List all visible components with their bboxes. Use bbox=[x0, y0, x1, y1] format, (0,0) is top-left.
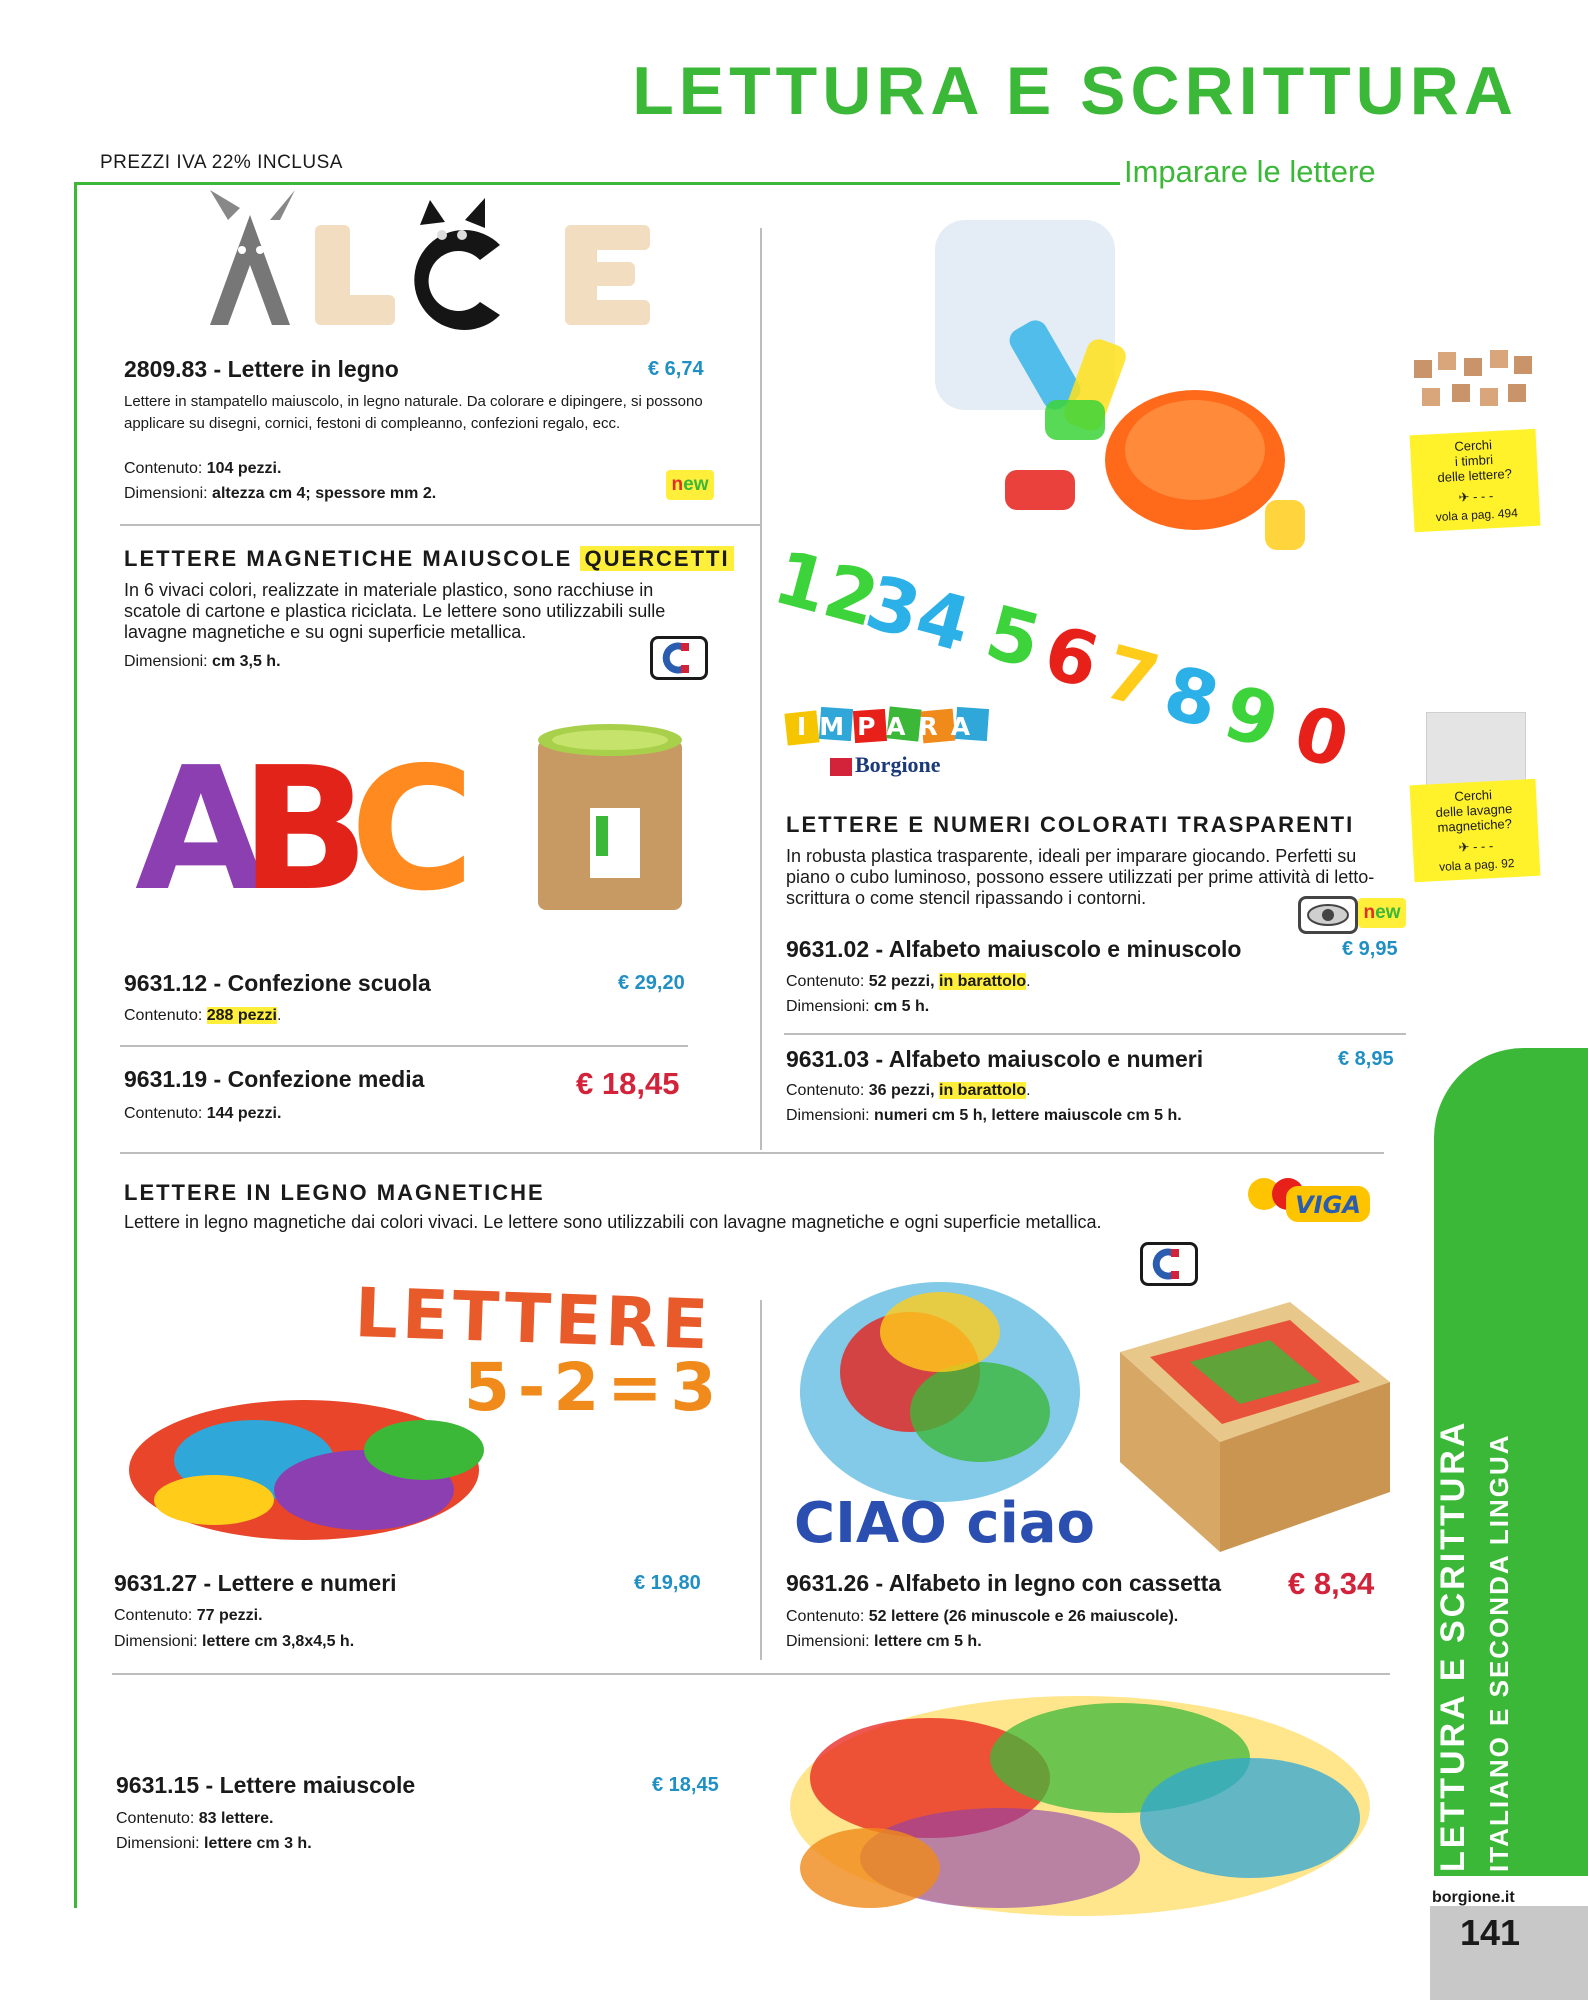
new-badge: new bbox=[1358, 898, 1406, 928]
side-tab-title: LETTURA E SCRITTURA bbox=[1434, 1419, 1472, 1872]
product-title-9631-02: 9631.02 - Alfabeto maiuscolo e minuscolo bbox=[786, 936, 1242, 962]
wooden-letters-photo bbox=[180, 190, 680, 340]
number-7: 7 bbox=[1095, 629, 1168, 726]
dimensions-9631-15: Dimensioni: lettere cm 3 h. bbox=[116, 1835, 312, 1852]
divider bbox=[120, 524, 760, 526]
price-9631-03: € 8,95 bbox=[1338, 1048, 1394, 1070]
eye-icon bbox=[1298, 896, 1358, 934]
price-9631-02: € 9,95 bbox=[1342, 938, 1398, 960]
impara-logo-text: IMPARA bbox=[796, 712, 984, 741]
divider bbox=[120, 1152, 1384, 1154]
brand-quercetti: QUERCETTI bbox=[580, 546, 733, 571]
product-title-9631-27: 9631.27 - Lettere e numeri bbox=[114, 1570, 397, 1596]
note-timbri[interactable] bbox=[1410, 429, 1541, 532]
page-number: 141 bbox=[1459, 1912, 1521, 1953]
content-9631-26: Contenuto: 52 lettere (26 minuscole e 26 maiuscole). bbox=[786, 1608, 1179, 1625]
alphabet-box-photo bbox=[790, 1262, 1390, 1556]
content-9631-02: Contenuto: 52 pezzi, in barattolo. bbox=[786, 973, 1031, 990]
dimensions-2809-83: Dimensioni: altezza cm 4; spessore mm 2. bbox=[124, 485, 437, 502]
side-tab-subtitle: ITALIANO E SECONDA LINGUA bbox=[1484, 1433, 1514, 1872]
viga-logo bbox=[1244, 1168, 1372, 1232]
number-6: 6 bbox=[1035, 609, 1108, 706]
divider bbox=[112, 1673, 1390, 1675]
divider bbox=[120, 1045, 688, 1047]
left-rule bbox=[74, 182, 77, 1908]
description-2809-83: Lettere in stampatello maiuscolo, in legno naturale. Da colorare e dipingere, si possono applicare su disegni, cornici, festoni di compleanno, confezioni regalo, ecc. bbox=[124, 393, 703, 432]
product-title-9631-03: 9631.03 - Alfabeto maiuscolo e numeri bbox=[786, 1046, 1204, 1072]
abc-letter-a: A bbox=[135, 731, 267, 929]
divider bbox=[784, 1033, 1406, 1035]
note-link: vola a pag. 92 bbox=[1438, 855, 1515, 874]
content-9631-12: Contenuto: 288 pezzi. bbox=[124, 1007, 282, 1024]
borgione-logo: Borgione bbox=[830, 752, 941, 778]
heading-lettere-magnetiche: LETTERE MAGNETICHE MAIUSCOLE QUERCETTI bbox=[124, 546, 734, 572]
content-9631-15: Contenuto: 83 lettere. bbox=[116, 1810, 274, 1827]
new-badge: new bbox=[666, 470, 714, 500]
header-rule bbox=[74, 182, 1120, 185]
stamps-photo bbox=[1408, 340, 1538, 418]
content-9631-19: Contenuto: 144 pezzi. bbox=[124, 1105, 282, 1122]
number-5: 5 bbox=[977, 589, 1050, 686]
abc-letter-c: C bbox=[350, 731, 475, 929]
description-legno-magnetiche: Lettere in legno magnetiche dai colori vivaci. Le lettere sono utilizzabili con lavagne magnetiche e ogni superficie metallica. bbox=[124, 1212, 1102, 1232]
price-9631-19: € 18,45 bbox=[576, 1066, 680, 1101]
column-divider bbox=[760, 1300, 762, 1660]
product-code: 2809.83 bbox=[124, 356, 208, 382]
content-2809-83: Contenuto: 104 pezzi. bbox=[124, 460, 282, 477]
column-divider bbox=[760, 228, 762, 1150]
product-title-2809-83: 2809.83 - Lettere in legno bbox=[124, 356, 399, 382]
description-trasparenti: In robusta plastica trasparente, ideali per imparare giocando. Perfetti su piano o cubo luminoso, possono essere utilizzati per prime attività di letto-scrittura o come stencil ripassando i contorni. bbox=[786, 846, 1375, 908]
content-9631-27: Contenuto: 77 pezzi. bbox=[114, 1607, 263, 1624]
product-title-9631-12: 9631.12 - Confezione scuola bbox=[124, 970, 431, 996]
product-title-9631-19: 9631.19 - Confezione media bbox=[124, 1066, 425, 1092]
note-link: vola a pag. 494 bbox=[1435, 505, 1519, 525]
site-url[interactable]: borgione.it bbox=[1432, 1889, 1515, 1906]
wooden-letters-numbers-photo bbox=[124, 1270, 764, 1550]
uppercase-letters-photo bbox=[780, 1688, 1380, 1924]
description-magnetiche: In 6 vivaci colori, realizzate in materiale plastico, sono racchiuse in scatole di cartone e plastica riciclata. Le lettere sono utilizzabili sulle lavagne magnetiche e su ogni superficie metallica. bbox=[124, 580, 666, 642]
equation: 5-2=3 bbox=[464, 1349, 725, 1426]
note-line: Cerchi bbox=[1454, 437, 1493, 455]
dimensions-magnetiche: Dimensioni: cm 3,5 h. bbox=[124, 653, 281, 670]
dimensions-9631-27: Dimensioni: lettere cm 3,8x4,5 h. bbox=[114, 1633, 355, 1650]
borgione-mark-icon bbox=[830, 758, 852, 776]
vat-note: PREZZI IVA 22% INCLUSA bbox=[100, 152, 343, 173]
section-subtitle: Imparare le lettere bbox=[1124, 154, 1376, 189]
note-lavagne[interactable] bbox=[1410, 779, 1541, 882]
dimensions-9631-02: Dimensioni: cm 5 h. bbox=[786, 998, 930, 1015]
dimensions-9631-03: Dimensioni: numeri cm 5 h, lettere maiuscole cm 5 h. bbox=[786, 1107, 1182, 1124]
price-9631-12: € 29,20 bbox=[618, 972, 685, 994]
dimensions-9631-26: Dimensioni: lettere cm 5 h. bbox=[786, 1633, 982, 1650]
number-9: 9 bbox=[1215, 669, 1288, 766]
heading-legno-magnetiche: LETTERE IN LEGNO MAGNETICHE bbox=[124, 1180, 545, 1205]
number-0: 0 bbox=[1285, 689, 1358, 786]
whiteboard-photo bbox=[1426, 712, 1526, 786]
price-9631-15: € 18,45 bbox=[652, 1774, 719, 1796]
abc-letter-b: B bbox=[240, 731, 370, 929]
bucket-photo bbox=[530, 718, 690, 918]
product-title-9631-15: 9631.15 - Lettere maiuscole bbox=[116, 1772, 416, 1798]
note-line: delle lavagne bbox=[1435, 801, 1513, 821]
note-line: Cerchi bbox=[1454, 787, 1493, 805]
page-title: LETTURA E SCRITTURA bbox=[632, 53, 1518, 129]
heading-trasparenti: LETTERE E NUMERI COLORATI TRASPARENTI bbox=[786, 812, 1355, 837]
note-line: magnetiche? bbox=[1437, 816, 1513, 835]
magnet-icon bbox=[650, 636, 708, 680]
impara-logo bbox=[786, 704, 1014, 746]
note-line: delle lettere? bbox=[1437, 466, 1513, 485]
viga-logo-text: VIGA bbox=[1295, 1191, 1361, 1219]
content-9631-03: Contenuto: 36 pezzi, in barattolo. bbox=[786, 1082, 1031, 1099]
numbers-1-2: 12 bbox=[765, 534, 888, 645]
product-name: Lettere in legno bbox=[227, 356, 399, 382]
number-8: 8 bbox=[1155, 649, 1228, 746]
note-line: i timbri bbox=[1454, 452, 1494, 470]
paper-plane-icon: ✈ - - - bbox=[1458, 488, 1494, 505]
price-9631-26: € 8,34 bbox=[1288, 1566, 1375, 1601]
paper-plane-icon: ✈ - - - bbox=[1458, 838, 1494, 855]
product-title-9631-26: 9631.26 - Alfabeto in legno con cassetta bbox=[786, 1570, 1222, 1596]
price-9631-27: € 19,80 bbox=[634, 1572, 701, 1594]
ciao-word: CIAO ciao bbox=[794, 1491, 1096, 1556]
price-2809-83: € 6,74 bbox=[648, 358, 704, 380]
numbers-3-4: 34 bbox=[857, 559, 980, 670]
lettere-word: LETTERE bbox=[353, 1274, 714, 1366]
abc-magnets-photo bbox=[130, 716, 475, 929]
